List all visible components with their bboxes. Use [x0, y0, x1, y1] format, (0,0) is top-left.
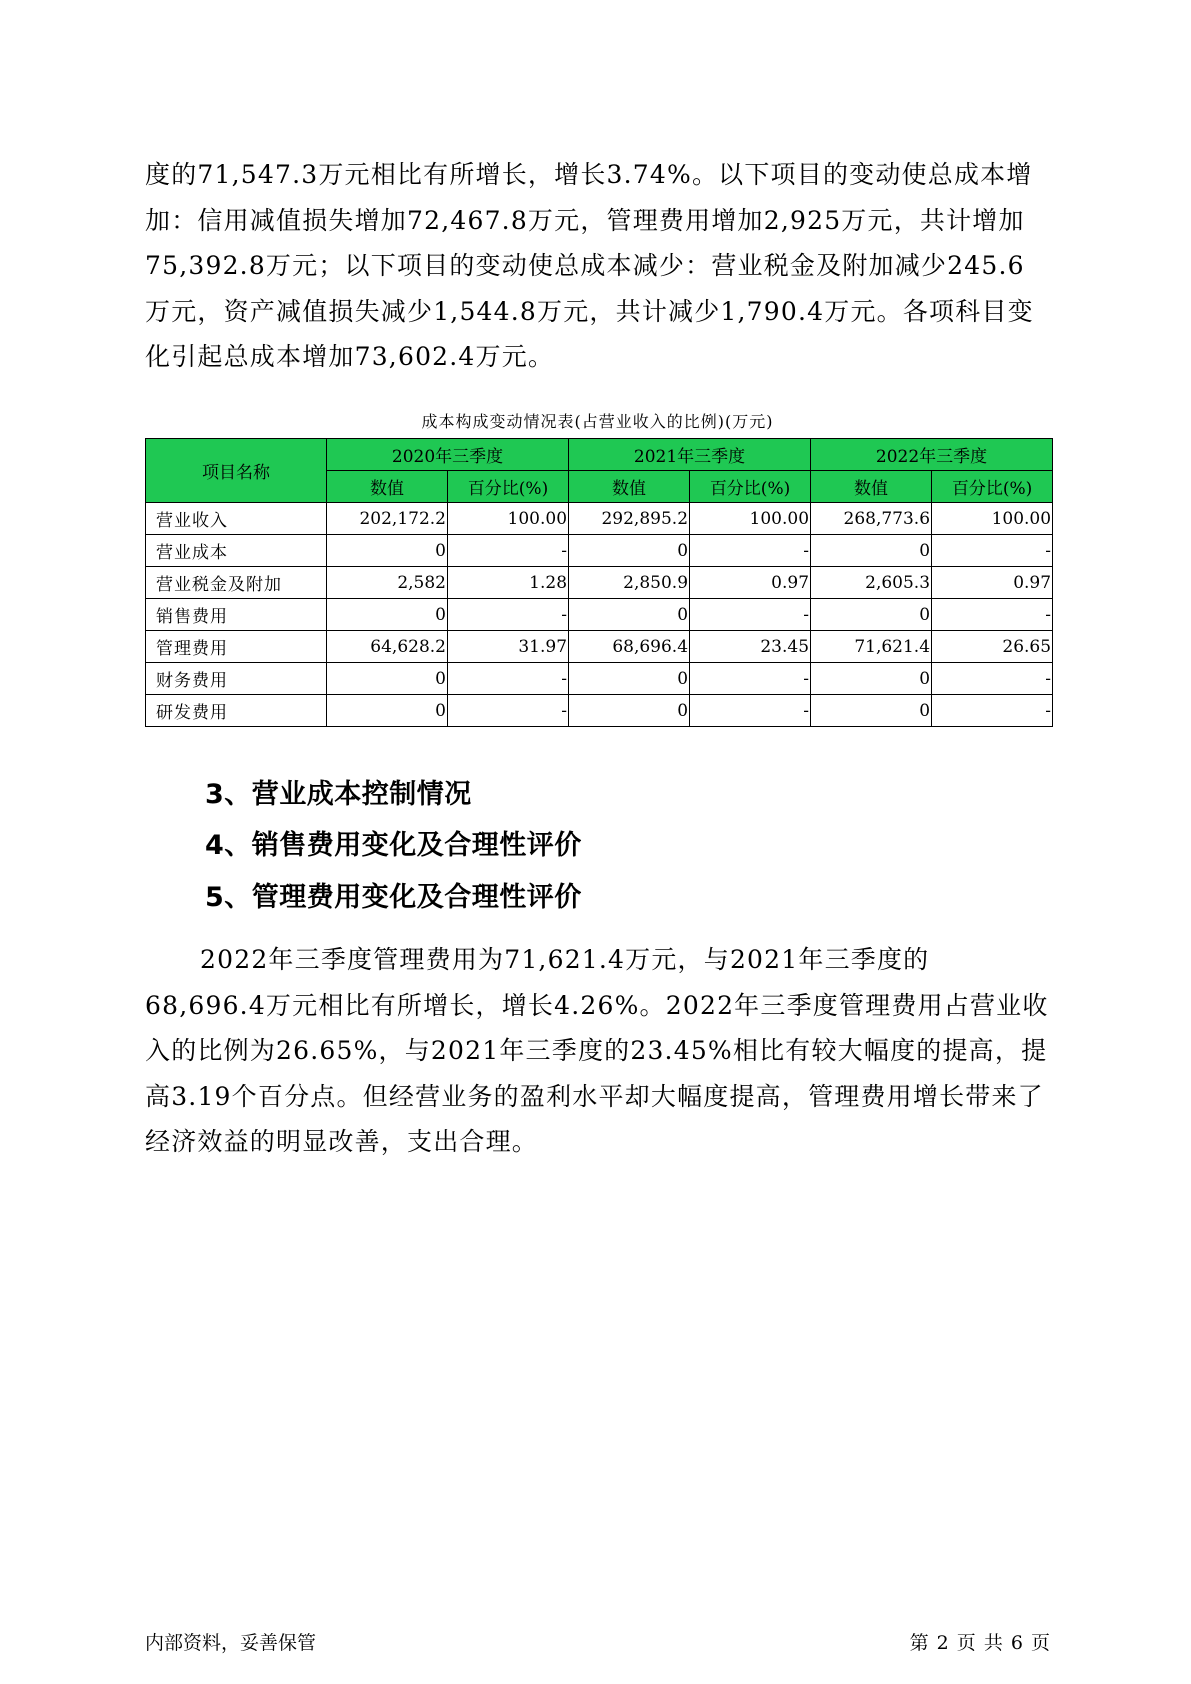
header-item-name: 项目名称	[146, 439, 327, 503]
cell-value: 0	[569, 695, 690, 727]
row-label: 财务费用	[146, 663, 327, 695]
row-label: 研发费用	[146, 695, 327, 727]
header-percent: 百分比(%)	[932, 471, 1053, 503]
paragraph-cost-summary: 度的71,547.3万元相比有所增长，增长3.74%。以下项目的变动使总成本增加：信用减值损失增加72,467.8万元，管理费用增加2,925万元，共计增加75,392.8万元；以下项目的变动使总成本减少：营业税金及附加减少245.6万元，资产减值损失减少1,544.8万元，共计减少1,790.4万元。各项科目变化引起总成本增加73,602.4万元。	[145, 160, 1034, 371]
header-period-2021: 2021年三季度	[569, 439, 811, 471]
cell-percent: 0.97	[932, 567, 1053, 599]
table-row	[146, 535, 1053, 567]
cell-percent: -	[690, 663, 811, 695]
table-header-row-periods	[146, 439, 1053, 471]
cell-percent: -	[690, 599, 811, 631]
header-value: 数值	[327, 471, 448, 503]
cell-value: 68,696.4	[569, 631, 690, 663]
cell-value: 0	[811, 663, 932, 695]
row-label: 营业收入	[146, 503, 327, 535]
cell-percent: 31.97	[448, 631, 569, 663]
cost-structure-table	[145, 438, 1053, 727]
paragraph-admin-expense-text: 2022年三季度管理费用为71,621.4万元，与2021年三季度的68,696.4万元相比有所增长，增长4.26%。2022年三季度管理费用占营业收入的比例为26.65%，与2021年三季度的23.45%相比有较大幅度的提高，提高3.19个百分点。但经营业务的盈利水平却大幅度提高，管理费用增长带来了经济效益的明显改善，支出合理。	[145, 945, 1049, 1156]
cell-percent: -	[690, 535, 811, 567]
cell-value: 202,172.2	[327, 503, 448, 535]
cell-value: 0	[327, 535, 448, 567]
cell-percent: -	[448, 535, 569, 567]
header-value: 数值	[569, 471, 690, 503]
cell-value: 2,605.3	[811, 567, 932, 599]
cell-percent: 100.00	[690, 503, 811, 535]
cell-percent: -	[932, 663, 1053, 695]
row-label: 销售费用	[146, 599, 327, 631]
cell-percent: 100.00	[932, 503, 1053, 535]
cell-percent: 26.65	[932, 631, 1053, 663]
cell-value: 2,582	[327, 567, 448, 599]
cell-percent: -	[932, 535, 1053, 567]
footer-page-number: 第 2 页 共 6 页	[909, 1632, 1051, 1654]
cell-value: 292,895.2	[569, 503, 690, 535]
row-label: 营业成本	[146, 535, 327, 567]
cell-percent: -	[932, 695, 1053, 727]
section-heading-5: 5、管理费用变化及合理性评价	[205, 882, 582, 913]
table-caption: 成本构成变动情况表(占营业收入的比例)(万元)	[421, 412, 774, 431]
cell-percent: 100.00	[448, 503, 569, 535]
table-row	[146, 567, 1053, 599]
cell-value: 2,850.9	[569, 567, 690, 599]
cell-value: 0	[811, 599, 932, 631]
cell-value: 0	[327, 663, 448, 695]
section-heading-4: 4、销售费用变化及合理性评价	[205, 830, 582, 861]
cell-percent: 1.28	[448, 567, 569, 599]
cell-percent: 23.45	[690, 631, 811, 663]
cell-value: 0	[569, 599, 690, 631]
table-row	[146, 631, 1053, 663]
row-label: 营业税金及附加	[146, 567, 327, 599]
cell-percent: 0.97	[690, 567, 811, 599]
row-label: 管理费用	[146, 631, 327, 663]
cell-percent: -	[448, 599, 569, 631]
cell-percent: -	[690, 695, 811, 727]
table-row	[146, 503, 1053, 535]
cell-value: 0	[327, 599, 448, 631]
header-percent: 百分比(%)	[690, 471, 811, 503]
table-row	[146, 695, 1053, 727]
cell-value: 0	[811, 535, 932, 567]
table-row	[146, 663, 1053, 695]
cell-percent: -	[448, 663, 569, 695]
header-period-2022: 2022年三季度	[811, 439, 1053, 471]
paragraph-admin-expense	[145, 937, 1050, 1165]
footer-confidential-note: 内部资料，妥善保管	[145, 1632, 317, 1654]
cell-percent: -	[932, 599, 1053, 631]
cell-value: 268,773.6	[811, 503, 932, 535]
cell-value: 0	[811, 695, 932, 727]
section-heading-3: 3、营业成本控制情况	[205, 779, 472, 810]
cell-value: 0	[327, 695, 448, 727]
header-value: 数值	[811, 471, 932, 503]
cell-value: 0	[569, 535, 690, 567]
cell-percent: -	[448, 695, 569, 727]
table-row	[146, 599, 1053, 631]
cell-value: 64,628.2	[327, 631, 448, 663]
header-percent: 百分比(%)	[448, 471, 569, 503]
cell-value: 71,621.4	[811, 631, 932, 663]
cell-value: 0	[569, 663, 690, 695]
header-period-2020: 2020年三季度	[327, 439, 569, 471]
